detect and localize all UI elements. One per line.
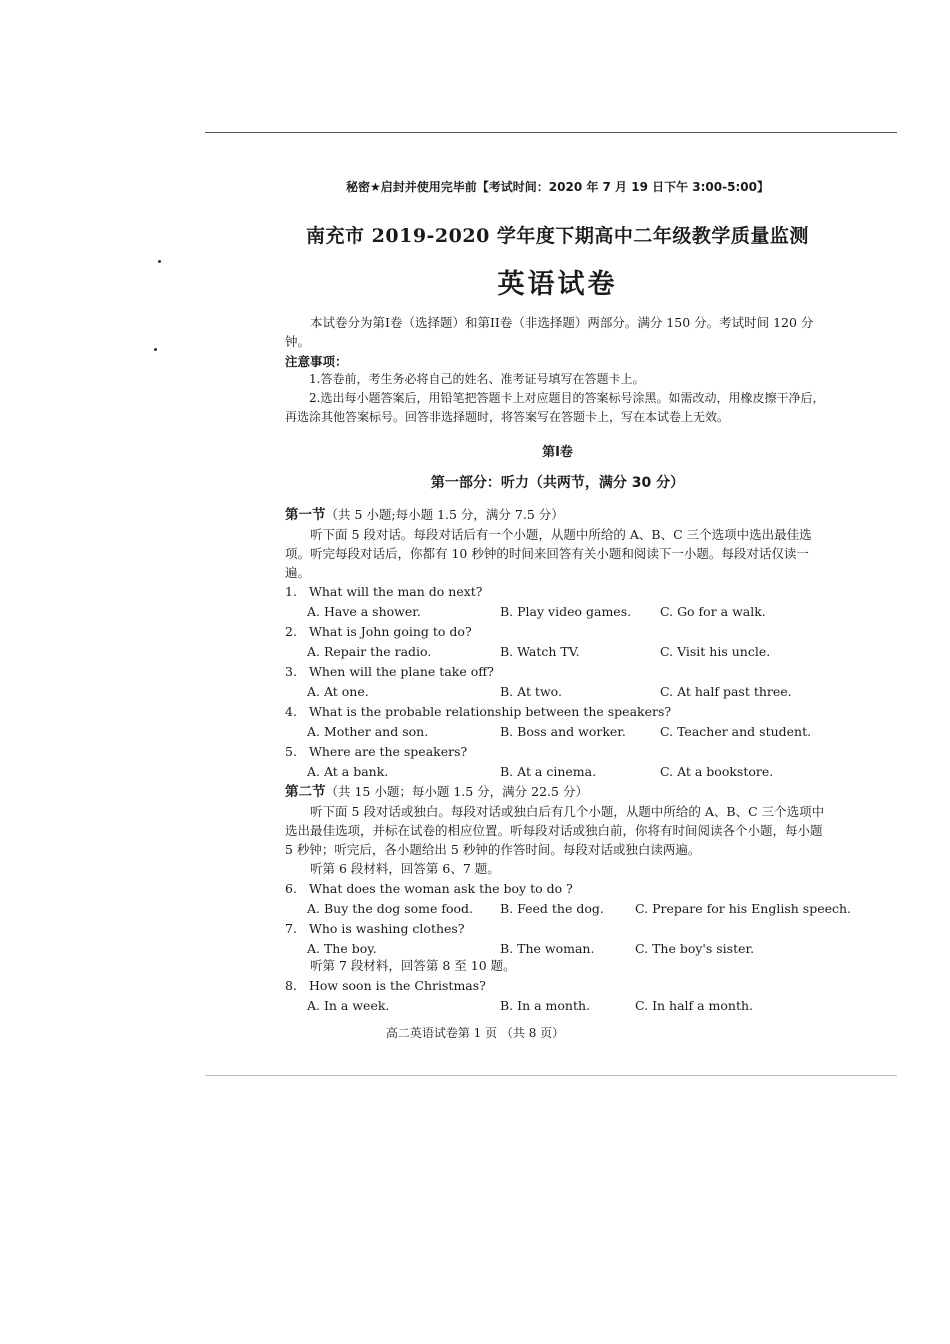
option-c: C. Teacher and student. bbox=[660, 724, 812, 739]
exam-subtitle: 英语试卷 bbox=[497, 269, 618, 300]
section-2-heading bbox=[285, 782, 830, 802]
volume-heading: 第I卷 bbox=[542, 445, 573, 460]
option-b: B. The woman. bbox=[500, 941, 595, 956]
notes-heading: 注意事项： bbox=[285, 354, 348, 369]
question-text: What is John going to do? bbox=[309, 624, 472, 639]
question-text: What will the man do next? bbox=[309, 584, 483, 599]
option-b: B. Boss and worker. bbox=[500, 724, 626, 739]
section-2-score: （共 15 小题；每小题 1.5 分，满分 22.5 分） bbox=[325, 784, 588, 799]
question-text: What does the woman ask the boy to do ? bbox=[309, 881, 573, 896]
option-b: B. In a month. bbox=[500, 998, 590, 1013]
option-c: C. The boy's sister. bbox=[635, 941, 755, 956]
option-a: A. At a bank. bbox=[307, 764, 389, 779]
question bbox=[285, 919, 830, 959]
scan-speck bbox=[154, 348, 157, 351]
question-text: Where are the speakers? bbox=[309, 744, 468, 759]
question bbox=[285, 879, 852, 919]
option-c: C. At half past three. bbox=[660, 684, 792, 699]
question-number: 4. bbox=[285, 704, 297, 719]
question-list-1 bbox=[285, 582, 830, 782]
top-rule bbox=[205, 132, 897, 133]
question-list-2b bbox=[285, 976, 830, 1016]
section-2-label: 第二节 bbox=[285, 784, 326, 800]
section-1-score: （共 5 小题;每小题 1.5 分，满分 7.5 分） bbox=[325, 507, 564, 522]
option-a: A. Buy the dog some food. bbox=[307, 901, 474, 916]
option-c: C. Prepare for his English speech. bbox=[635, 901, 852, 916]
question bbox=[285, 662, 830, 702]
section-1-heading bbox=[285, 505, 830, 525]
option-a: A. Have a shower. bbox=[307, 604, 421, 619]
question-number: 1. bbox=[285, 584, 297, 599]
material-7-note: 听第 7 段材料，回答第 8 至 10 题。 bbox=[310, 958, 516, 973]
option-b: B. Watch TV. bbox=[500, 644, 580, 659]
section-1-label: 第一节 bbox=[285, 507, 326, 523]
question bbox=[285, 976, 830, 1016]
part-heading: 第一部分：听力（共两节，满分 30 分） bbox=[430, 475, 685, 491]
question-list-2a bbox=[285, 879, 852, 959]
section-1-instructions: 听下面 5 段对话。每段对话后有一个小题，从题中所给的 A、B、C 三个选项中选出最佳选项。听完每段对话后，你都有 10 秒钟的时间来回答有关小题和阅读下一小题。每段对话仅读一遍。 bbox=[285, 527, 812, 580]
confidential-notice: 秘密★启封并使用完毕前【考试时间：2020 年 7 月 19 日下午 3:00-5:00】 bbox=[346, 180, 769, 194]
option-c: C. Visit his uncle. bbox=[660, 644, 771, 659]
option-c: C. At a bookstore. bbox=[660, 764, 774, 779]
intro-paragraph: 本试卷分为第I卷（选择题）和第II卷（非选择题）两部分。满分 150 分。考试时间 120 分钟。 bbox=[285, 315, 814, 349]
exam-page bbox=[285, 178, 852, 1016]
question-text: What is the probable relationship between the speakers? bbox=[309, 704, 672, 719]
question bbox=[285, 702, 830, 742]
question-number: 7. bbox=[285, 921, 297, 936]
option-b: B. At two. bbox=[500, 684, 562, 699]
question bbox=[285, 742, 830, 782]
bottom-rule bbox=[205, 1075, 897, 1076]
question-number: 6. bbox=[285, 881, 297, 896]
question-text: When will the plane take off? bbox=[309, 664, 494, 679]
option-a: A. Repair the radio. bbox=[307, 644, 432, 659]
option-b: B. Feed the dog. bbox=[500, 901, 604, 916]
question-text: How soon is the Christmas? bbox=[309, 978, 486, 993]
question-text: Who is washing clothes? bbox=[309, 921, 465, 936]
note-item: 2.选出每小题答案后，用铅笔把答题卡上对应题目的答案标号涂黑。如需改动，用橡皮擦干净后，再选涂其他答案标号。回答非选择题时，将答案写在答题卡上，写在本试卷上无效。 bbox=[285, 391, 825, 424]
question-number: 8. bbox=[285, 978, 297, 993]
option-b: B. Play video games. bbox=[500, 604, 632, 619]
question bbox=[285, 582, 830, 622]
note-item: 1.答卷前，考生务必将自己的姓名、准考证号填写在答题卡上。 bbox=[309, 372, 645, 386]
question-number: 5. bbox=[285, 744, 297, 759]
option-b: B. At a cinema. bbox=[500, 764, 597, 779]
scan-speck bbox=[158, 260, 161, 263]
material-6-note: 听第 6 段材料，回答第 6、7 题。 bbox=[310, 861, 500, 876]
option-a: A. The boy. bbox=[307, 941, 377, 956]
question bbox=[285, 622, 830, 662]
option-c: C. Go for a walk. bbox=[660, 604, 766, 619]
exam-title: 南充市 2019-2020 学年度下期高中二年级教学质量监测 bbox=[306, 225, 809, 247]
option-a: A. In a week. bbox=[307, 998, 390, 1013]
option-a: A. Mother and son. bbox=[307, 724, 429, 739]
option-a: A. At one. bbox=[307, 684, 369, 699]
page-footer: 高二英语试卷第 1 页 （共 8 页） bbox=[385, 1026, 565, 1040]
option-c: C. In half a month. bbox=[635, 998, 754, 1013]
question-number: 2. bbox=[285, 624, 297, 639]
question-number: 3. bbox=[285, 664, 297, 679]
section-2-instructions: 听下面 5 段对话或独白。每段对话或独白后有几个小题，从题中所给的 A、B、C 三个选项中选出最佳选项，并标在试卷的相应位置。听每段对话或独白前，你将有时间阅读各个小题，每小题 5 秒钟；听完后，各小题给出 5 秒钟的作答时间。每段对话或独白读两遍。 bbox=[285, 804, 825, 857]
